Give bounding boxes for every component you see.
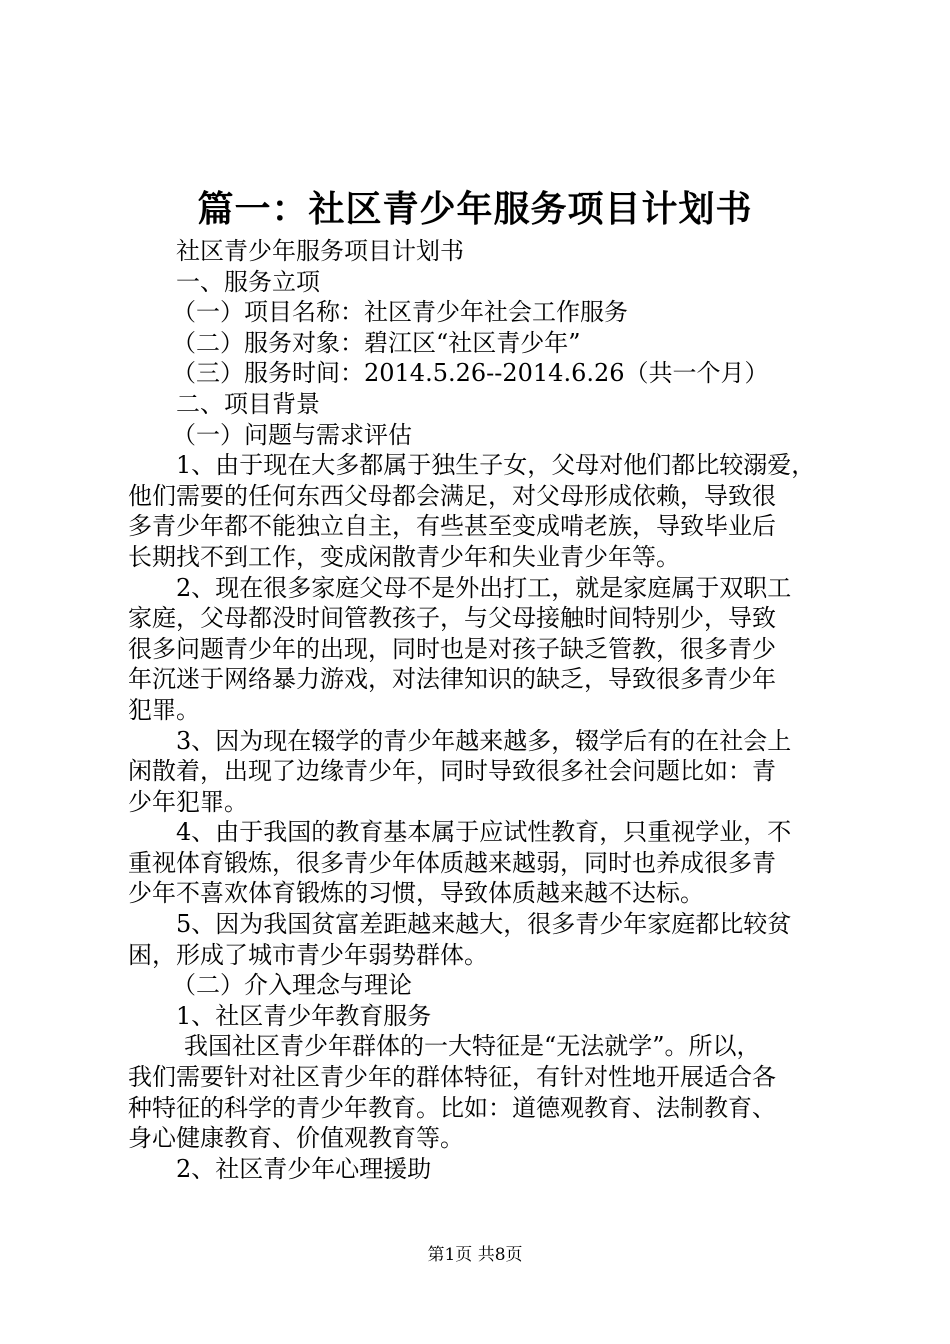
text-line: 闲散着，出现了边缘青少年，同时导致很多社会问题比如：青: [128, 757, 776, 786]
text-line: 多青少年都不能独立自主，有些甚至变成啃老族，导致毕业后: [128, 512, 776, 541]
text-line: 我们需要针对社区青少年的群体特征，有针对性地开展适合各: [128, 1063, 776, 1092]
text-line: 少年犯罪。: [128, 787, 248, 816]
text-line: 他们需要的任何东西父母都会满足，对父母形成依赖，导致很: [128, 481, 776, 510]
text-line: 很多问题青少年的出现，同时也是对孩子缺乏管教，很多青少: [128, 634, 776, 663]
text-line: 二、项目背景: [176, 389, 320, 418]
text-line: （二）服务对象：碧江区“社区青少年”: [172, 328, 581, 357]
document-body: [128, 236, 838, 1184]
text-line: 困，形成了城市青少年弱势群体。: [128, 940, 488, 969]
text-line: 长期找不到工作，变成闲散青少年和失业青少年等。: [128, 542, 680, 571]
text-line: 3、因为现在辍学的青少年越来越多，辍学后有的在社会上: [176, 726, 792, 755]
text-line: 年沉迷于网络暴力游戏，对法律知识的缺乏，导致很多青少年: [128, 665, 776, 694]
text-line: 1、社区青少年教育服务: [176, 1001, 432, 1030]
text-line: 2、社区青少年心理援助: [176, 1154, 432, 1183]
document-title: 篇一：社区青少年服务项目计划书: [197, 188, 753, 230]
text-line: 一、服务立项: [176, 267, 320, 296]
text-line: 4、由于我国的教育基本属于应试性教育，只重视学业，不: [176, 818, 792, 847]
text-line: 社区青少年服务项目计划书: [176, 237, 464, 265]
text-line: （一）项目名称：社区青少年社会工作服务: [172, 298, 628, 327]
text-line: 身心健康教育、价值观教育等。: [128, 1124, 464, 1153]
text-line: 少年不喜欢体育锻炼的习惯，导致体质越来越不达标。: [128, 879, 704, 908]
text-line: （三）服务时间：2014.5.26--2014.6.26（共一个月）: [172, 359, 769, 388]
text-line: 种特征的科学的青少年教育。比如：道德观教育、法制教育、: [128, 1093, 776, 1122]
text-line: 犯罪。: [128, 695, 200, 724]
text-line: 5、因为我国贫富差距越来越大，很多青少年家庭都比较贫: [176, 910, 792, 939]
text-line: 1、由于现在大多都属于独生子女，父母对他们都比较溺爱，: [176, 451, 816, 480]
page-footer: 第1页 共8页: [427, 1245, 523, 1265]
text-line: （二）介入理念与理论: [172, 971, 412, 1000]
text-line: 重视体育锻炼，很多青少年体质越来越弱，同时也养成很多青: [128, 848, 776, 877]
text-line: 2、现在很多家庭父母不是外出打工，就是家庭属于双职工: [176, 573, 792, 602]
text-line: 我国社区青少年群体的一大特征是“无法就学”。所以，: [184, 1032, 761, 1061]
text-line: 家庭，父母都没时间管教孩子，与父母接触时间特别少，导致: [128, 604, 776, 633]
text-line: （一）问题与需求评估: [172, 420, 412, 449]
